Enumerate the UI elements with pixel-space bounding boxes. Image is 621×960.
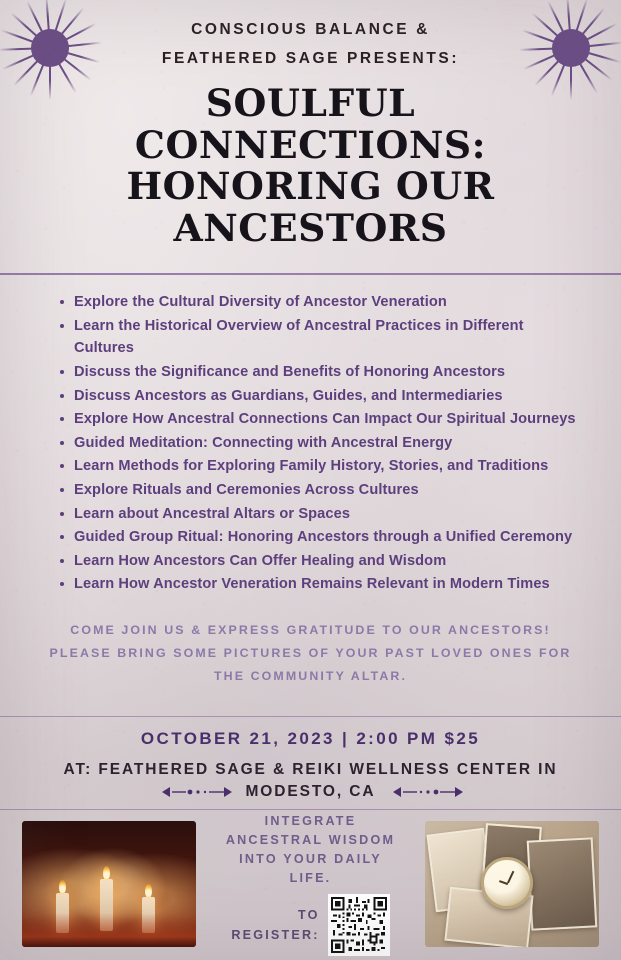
list-item: Discuss the Significance and Benefits of Honoring Ancestors — [60, 361, 587, 384]
page-title — [24, 83, 596, 249]
presents-line-2: FEATHERED SAGE PRESENTS: — [161, 49, 460, 67]
list-item: Discuss Ancestors as Guardians, Guides, and Intermediaries — [60, 385, 587, 408]
qr-code-icon — [331, 897, 387, 953]
integrate-line-4: LIFE. — [289, 870, 332, 885]
divider-top — [0, 273, 621, 275]
integrate-line-3: INTO YOUR DAILY — [239, 852, 382, 866]
title-line-2: HONORING OUR ANCESTORS — [126, 164, 495, 250]
event-city-row — [20, 783, 601, 801]
integrate-line-2: ANCESTRAL WISDOM — [225, 833, 396, 848]
topics-list — [40, 291, 587, 596]
footer-strip — [0, 810, 621, 960]
register-label — [231, 905, 319, 945]
integrate-text — [226, 812, 395, 888]
title-line-1: SOULFUL CONNECTIONS: — [134, 81, 487, 167]
event-details — [0, 717, 621, 807]
flourish-right-icon — [387, 785, 465, 799]
list-item: Explore Rituals and Ceremonies Across Cultures — [60, 479, 587, 502]
list-item: Explore the Cultural Diversity of Ancestor Veneration — [60, 291, 587, 314]
list-item: Guided Group Ritual: Honoring Ancestors through a Unified Ceremony — [60, 526, 587, 549]
presents-line-1: CONSCIOUS BALANCE & — [191, 21, 430, 38]
event-venue: AT: FEATHERED SAGE & REIKI WELLNESS CENTER IN — [63, 760, 558, 778]
register-row — [231, 894, 389, 956]
register-label-line-1: TO — [298, 907, 320, 922]
invite-line-2: PLEASE BRING SOME PICTURES OF YOUR PAST LOVED ONES FOR — [49, 645, 572, 660]
invite-line-1: COME JOIN US & EXPRESS GRATITUDE TO OUR ANCESTORS! — [70, 623, 551, 638]
register-block — [206, 812, 415, 956]
list-item: Learn How Ancestor Veneration Remains Relevant in Modern Times — [60, 573, 587, 596]
flourish-left-icon — [156, 785, 234, 799]
event-datetime-price: OCTOBER 21, 2023 | 2:00 PM $25 — [140, 728, 481, 748]
list-item: Learn Methods for Exploring Family History, Stories, and Traditions — [60, 455, 587, 478]
list-item: Guided Meditation: Connecting with Ancestral Energy — [60, 432, 587, 455]
invite-block — [0, 603, 621, 702]
invite-line-3: THE COMMUNITY ALTAR. — [214, 668, 407, 683]
list-item: Learn How Ancestors Can Offer Healing and Wisdom — [60, 550, 587, 573]
poster-header — [0, 0, 621, 259]
vintage-photos-image — [425, 821, 599, 947]
candles-photo — [22, 821, 196, 947]
integrate-line-1: INTEGRATE — [264, 814, 357, 829]
list-item: Learn about Ancestral Altars or Spaces — [60, 503, 587, 526]
event-city: MODESTO, CA — [245, 783, 376, 801]
pocket-watch-icon — [481, 857, 533, 909]
topics-section — [0, 275, 621, 603]
qr-code[interactable] — [328, 894, 390, 956]
divider-details-top — [0, 716, 621, 717]
register-label-line-2: REGISTER: — [231, 927, 320, 942]
list-item: Learn the Historical Overview of Ancestral Practices in Different Cultures — [60, 315, 587, 360]
list-item: Explore How Ancestral Connections Can Impact Our Spiritual Journeys — [60, 408, 587, 431]
